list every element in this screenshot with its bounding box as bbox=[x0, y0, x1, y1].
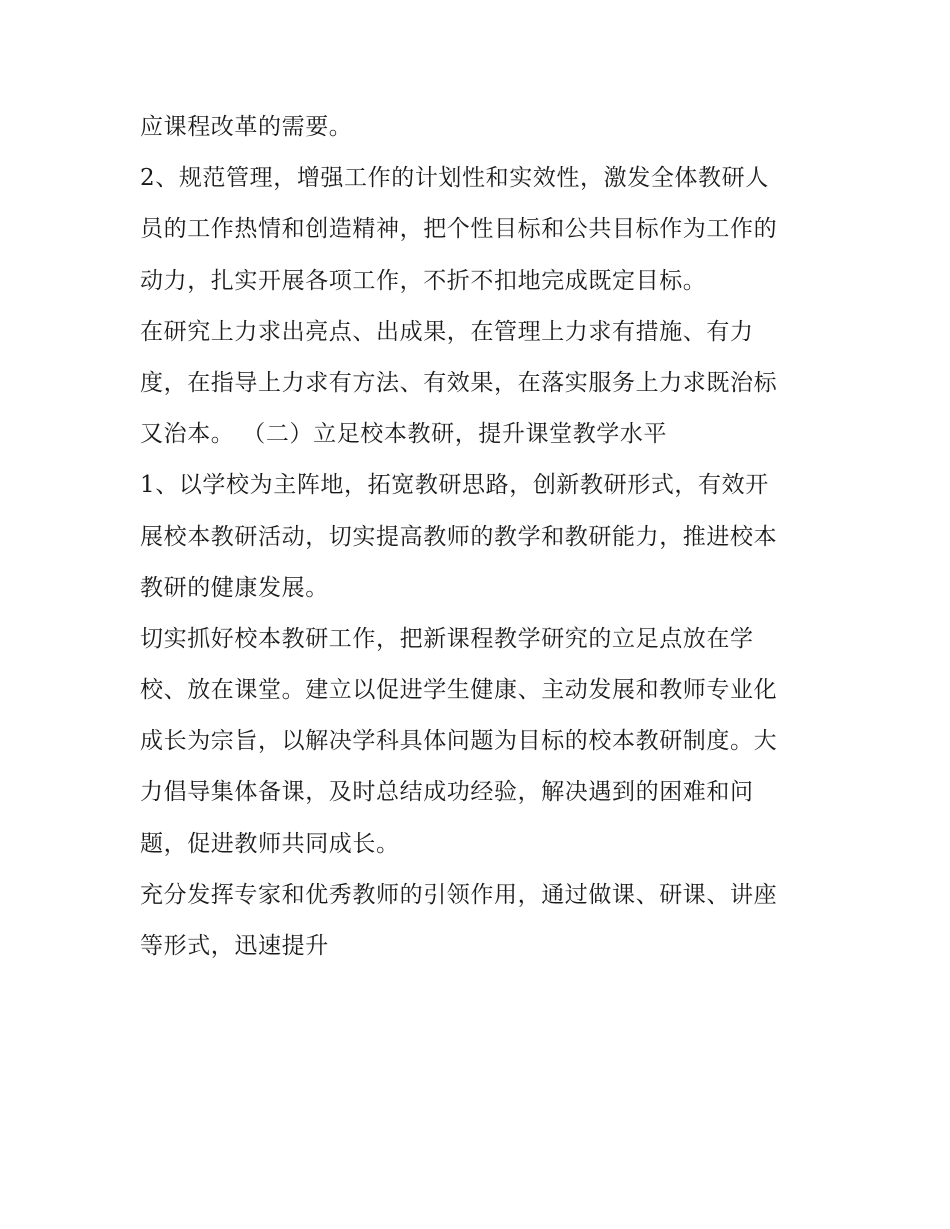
text-line: 在研究上力求出亮点、出成果，在管理上力求有措施、有力 bbox=[140, 318, 754, 345]
text-line: 度，在指导上力求有方法、有效果，在落实服务上力求既治标 bbox=[140, 369, 778, 396]
text-line: 题，促进教师共同成长。 bbox=[140, 830, 400, 857]
text-line: 教研的健康发展。 bbox=[140, 574, 329, 601]
text-line: 动力，扎实开展各项工作，不折不扣地完成既定目标。 bbox=[140, 267, 707, 294]
text-line: 员的工作热情和创造精神，把个性目标和公共目标作为工作的 bbox=[140, 216, 778, 243]
text-line: 等形式，迅速提升 bbox=[140, 933, 329, 959]
text-line: 成长为宗旨，以解决学科具体问题为目标的校本教研制度。大 bbox=[140, 728, 778, 755]
text-line: 2、规范管理，增强工作的计划性和实效性，激发全体教研人 bbox=[140, 165, 769, 192]
text-line: 又治本。 （二）立足校本教研，提升课堂教学水平 bbox=[140, 421, 668, 448]
text-line: 力倡导集体备课，及时总结成功经验，解决遇到的困难和问 bbox=[140, 779, 754, 806]
text-line: 切实抓好校本教研工作，把新课程教学研究的立足点放在学 bbox=[140, 625, 754, 652]
text-line: 校、放在课堂。建立以促进学生健康、主动发展和教师专业化 bbox=[140, 677, 778, 704]
text-line: 应课程改革的需要。 bbox=[140, 114, 353, 140]
document-body bbox=[140, 102, 820, 972]
text-line: 1、以学校为主阵地，拓宽教研思路，创新教研形式，有效开 bbox=[140, 472, 769, 499]
text-line: 展校本教研活动，切实提高教师的教学和教研能力，推进校本 bbox=[140, 523, 778, 550]
text-line: 充分发挥专家和优秀教师的引领作用，通过做课、研课、讲座 bbox=[140, 881, 778, 908]
